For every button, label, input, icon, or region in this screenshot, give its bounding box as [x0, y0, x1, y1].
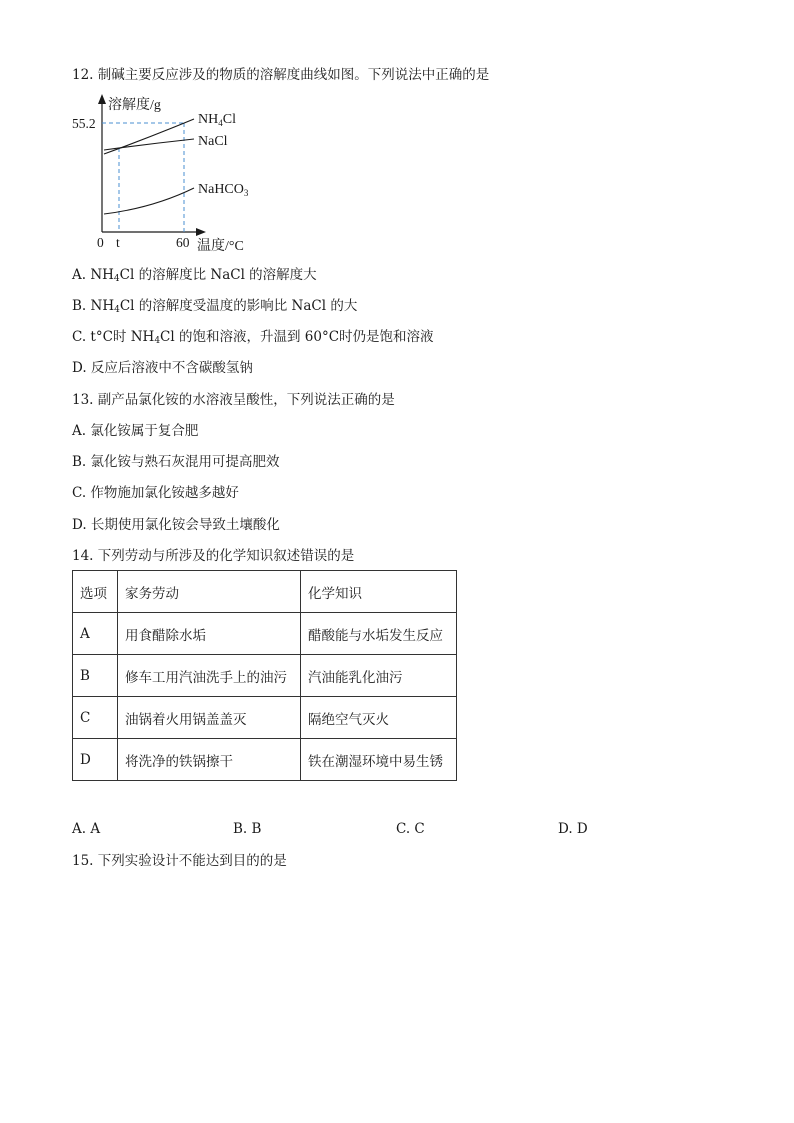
- origin-label: 0: [97, 235, 104, 250]
- header-knowledge: 化学知识: [301, 571, 457, 613]
- table-row: [73, 697, 457, 739]
- x-tick-60: 60: [176, 235, 190, 250]
- x-axis-arrow: [196, 228, 206, 236]
- cell-option: D: [73, 739, 118, 781]
- y-axis-arrow: [98, 94, 106, 104]
- legend-nahco3: NaHCO$_3$: [198, 182, 249, 198]
- y-tick-55: 55.2: [72, 116, 96, 131]
- q13-option-b: B. 氯化铵与熟石灰混用可提高肥效: [72, 454, 280, 470]
- q12-option-d: D. 反应后溶液中不含碳酸氢钠: [72, 360, 253, 376]
- q14-stem: 14. 下列劳动与所涉及的化学知识叙述错误的是: [72, 548, 355, 564]
- table-header-row: [73, 571, 457, 613]
- q13-option-a: A. 氯化铵属于复合肥: [72, 423, 199, 439]
- q14-option-b: B. B: [233, 821, 262, 837]
- q13-stem: 13. 副产品氯化铵的水溶液呈酸性，下列说法正确的是: [72, 392, 395, 408]
- legend-nh4cl: $NH_4Cl$: [198, 112, 236, 128]
- x-tick-t: t: [116, 235, 120, 250]
- curve-nacl: [104, 139, 194, 150]
- header-labor: 家务劳动: [118, 571, 301, 613]
- q12-option-a: A. $NH_4Cl$ 的溶解度比 NaCl 的溶解度大: [72, 267, 317, 284]
- q12-option-c: C. t°C时 $NH_4Cl$ 的饱和溶液，升温到 60°C时仍是饱和溶液: [72, 329, 434, 346]
- cell-knowledge: 醋酸能与水垢发生反应: [301, 613, 457, 655]
- table-row: [73, 613, 457, 655]
- cell-option: A: [73, 613, 118, 655]
- q14-table: [72, 570, 457, 781]
- cell-option: B: [73, 655, 118, 697]
- cell-labor: 用食醋除水垢: [118, 613, 301, 655]
- legend-nacl: NaCl: [198, 134, 228, 149]
- cell-knowledge: 铁在潮湿环境中易生锈: [301, 739, 457, 781]
- cell-option: C: [73, 697, 118, 739]
- table-row: [73, 739, 457, 781]
- q14-option-d: D. D: [558, 821, 588, 837]
- q12-stem: 12. 制碱主要反应涉及的物质的溶解度曲线如图。下列说法中正确的是: [72, 67, 490, 83]
- q14-option-a: A. A: [72, 821, 101, 837]
- q13-option-d: D. 长期使用氯化铵会导致土壤酸化: [72, 517, 280, 533]
- table-row: [73, 655, 457, 697]
- cell-knowledge: 隔绝空气灭火: [301, 697, 457, 739]
- curve-nh4cl: [104, 119, 194, 154]
- cell-labor: 修车工用汽油洗手上的油污: [118, 655, 301, 697]
- cell-labor: 油锅着火用锅盖盖灭: [118, 697, 301, 739]
- solubility-chart: [68, 92, 308, 264]
- q12-option-b: B. $NH_4Cl$ 的溶解度受温度的影响比 NaCl 的大: [72, 298, 358, 315]
- cell-labor: 将洗净的铁锅擦干: [118, 739, 301, 781]
- q14-option-c: C. C: [396, 821, 425, 837]
- q13-option-c: C. 作物施加氯化铵越多越好: [72, 485, 239, 501]
- y-axis-label: 溶解度/g: [108, 98, 161, 113]
- header-option: 选项: [73, 571, 118, 613]
- curve-nahco3: [104, 188, 194, 214]
- cell-knowledge: 汽油能乳化油污: [301, 655, 457, 697]
- q15-stem: 15. 下列实验设计不能达到目的的是: [72, 853, 287, 869]
- x-axis-label: 温度/°C: [197, 239, 244, 254]
